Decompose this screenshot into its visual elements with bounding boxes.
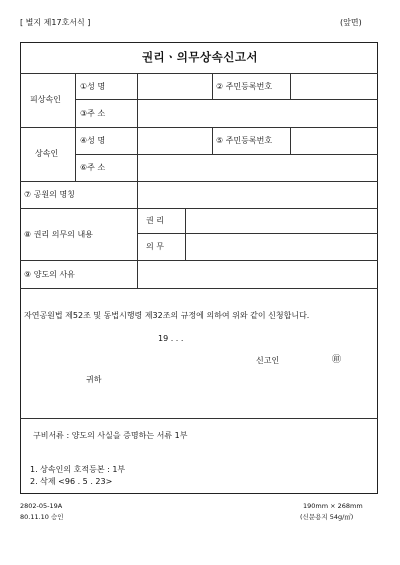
rights-label: 권 리: [146, 216, 164, 225]
duties-field[interactable]: [186, 234, 377, 260]
form-number-label: [ 별지 제17호서식 ]: [20, 18, 91, 27]
decedent-name-field[interactable]: [138, 74, 211, 99]
recipient-label: 귀하: [86, 375, 102, 384]
duties-label: 의 무: [146, 242, 164, 251]
park-name-label: ⑦ 공원의 명칭: [24, 190, 75, 199]
note-item: 1. 상속인의 호적등본 : 1부: [30, 465, 126, 474]
applicant-label: 신고인: [256, 356, 280, 365]
decedent-id-field[interactable]: [291, 74, 377, 99]
declaration-date: 19 . . .: [158, 334, 184, 343]
heir-address-field[interactable]: [138, 155, 377, 181]
rights-field[interactable]: [186, 209, 377, 233]
seal-mark: ㊞: [332, 355, 342, 365]
footer-form-code: 2802-05-19A: [20, 502, 63, 510]
decedent-id-label: ② 주민등록번호: [216, 82, 273, 91]
decedent-name-label: ①성 명: [80, 82, 106, 91]
footer-paper-type: (신문용지 54g/㎡): [300, 513, 354, 521]
heir-name-label: ④성 명: [80, 136, 106, 145]
transfer-reason-label: ⑨ 양도의 사유: [24, 270, 75, 279]
heir-id-field[interactable]: [291, 128, 377, 154]
footer-paper-size: 190mm × 268mm: [303, 502, 363, 510]
note-item: 2. 삭제 <96 . 5 . 23>: [30, 477, 113, 486]
heir-name-field[interactable]: [138, 128, 211, 154]
decedent-address-field[interactable]: [138, 100, 377, 127]
park-name-field[interactable]: [138, 182, 377, 208]
page-side-label: (앞면): [340, 18, 362, 27]
declaration-statement: 자연공원법 제52조 및 동법시행령 제32조의 규정에 의하여 위와 같이 신청합니다.: [24, 311, 310, 320]
decedent-section-label: 피상속인: [30, 95, 61, 104]
applicant-name-field[interactable]: [290, 350, 330, 366]
heir-address-label: ⑥주 소: [80, 163, 106, 172]
footer-approval: 80.11.10 승인: [20, 513, 64, 521]
rights-duties-label: ⑧ 권리 의무의 내용: [24, 230, 93, 239]
form-title: 권리ㆍ의무상속신고서: [141, 50, 259, 64]
heir-id-label: ⑤ 주민등록번호: [216, 136, 273, 145]
heir-section-label: 상속인: [35, 149, 59, 158]
decedent-address-label: ③주 소: [80, 109, 106, 118]
transfer-reason-field[interactable]: [138, 261, 377, 288]
required-documents: 구비서류 : 양도의 사실을 증명하는 서류 1부: [33, 431, 188, 440]
